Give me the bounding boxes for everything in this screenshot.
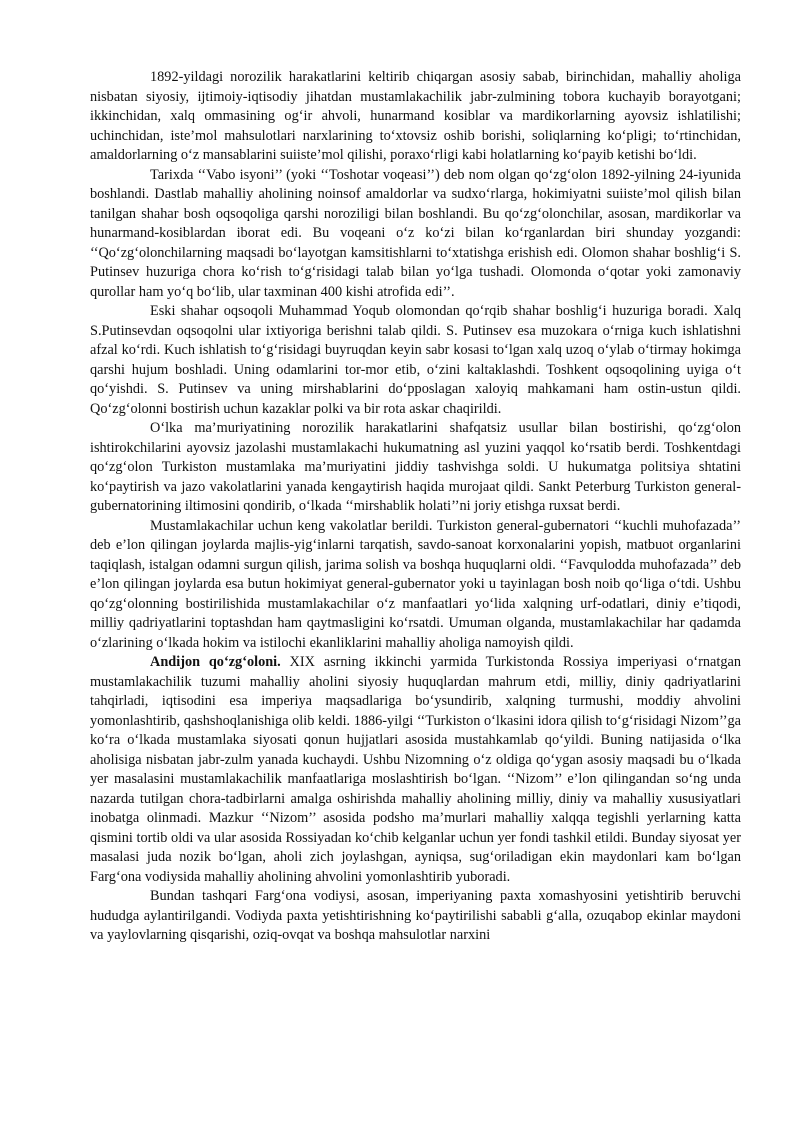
paragraph-text: Eski shahar oqsoqoli Muhammad Yoqub olomondan qo‘rqib shahar boshlig‘i huzuriga boradi. Xalq S.Putinsevdan oqsoqolni ular ixtiyoriga berishni talab qildi. S. Putinsev esa muzokara o‘rniga kuch ishlatishni afzal ko‘rdi. Kuch ishlatish to‘g‘risidagi buyruqdan keyin sabr kosasi to‘lgan xalq uzoq o‘ylab o‘tirmay hokimga qarshi hujum boshladi. Uning odamlarini tor-mor etib, o‘zini kaltaklashdi. Toshkent oqsoqolining uyiga o‘t qo‘yishdi. S. Putinsev va uning mirshablarini do‘pposlagan xaloyiq mahkamani ham ostin-ustun qildi. Qo‘zg‘olonni bostirish uchun kazaklar polki va bir rota askar chaqirildi.: [90, 303, 741, 417]
paragraph-causes-1892: [90, 68, 741, 166]
paragraph-olka-mamuriyati: [90, 419, 741, 517]
paragraph-eski-shahar: [90, 302, 741, 419]
paragraph-text: 1892-yildagi norozilik harakatlarini keltirib chiqargan asosiy sabab, birinchidan, mahalliy aholiga nisbatan siyosiy, ijtimoiy-iqtisodiy jihatdan mustamlakachilik jabr-zulmining tobora kuchayib borayotgani; ikkinchidan, xalq ommasining og‘ir ahvoli, hunarmand kosiblar va mardikorlarning ayovsiz ishlatilishi; uchinchidan, iste’mol mahsulotlari narxlarining to‘xtovsiz oshib borishi, soliqlarning ko‘pligi; to‘rtinchidan, amaldorlarning o‘z mansablarini suiiste’mol qilishi, poraxo‘rligi kabi holatlarning ko‘payib ketishi bo‘ldi.: [90, 69, 741, 163]
paragraph-fargona: [90, 887, 741, 946]
paragraph-vabo-isyoni: [90, 166, 741, 303]
paragraph-andijon: [90, 653, 741, 887]
paragraph-text: Mustamlakachilar uchun keng vakolatlar berildi. Turkiston general-gubernatori ‘‘kuchli muhofazada’’ deb e’lon qilingan joylarda majlis-yig‘inlarni tarqatish, savdo-sanoat korxonalarini yopish, matbuot organlarini taqiqlash, istalgan odamni surgun qilish, jarima solish va boshqa huquqlarni oldi. ‘‘Favqulodda muhofazada’’ deb e’lon qilingan joylarda esa butun hokimiyat general-gubernator yoki u tayinlagan bosh noib qo‘liga o‘tdi. Ushbu qo‘zg‘olonning bostirilishida mustamlakachilar o‘z manfaatlari yo‘lida xalqning urf-odatlari, diniy e’tiqodi, milliy qadriyatlarini toptashdan ham qaytmasligini ko‘rsatdi. Umuman olganda, mustamlakachilar har qadamda o‘zlarining o‘lkada hokim va istilochi ekanliklarini mahalliy aholiga namoyish qildi.: [90, 517, 741, 651]
paragraph-text: Bundan tashqari Farg‘ona vodiysi, asosan, imperiyaning paxta xomashyosini yetishtirib beruvchi hududga aylantirilgandi. Vodiyda paxta yetishtirishning ko‘paytirilishi sababli g‘alla, ozuqabop ekinlar maydoni va yaylovlarning qisqarishi, oziq-ovqat va boshqa mahsulotlar narxini: [90, 888, 741, 943]
document-page: [90, 68, 741, 946]
section-heading-andijon: Andijon qo‘zg‘oloni.: [150, 654, 281, 670]
paragraph-text: O‘lka ma’muriyatining norozilik harakatlarini shafqatsiz usullar bilan bostirishi, qo‘zg‘olon ishtirokchilarini ayovsiz jazolashi mustamlakachi hukumatning asl yuzini yaqqol ko‘rsatib berdi. Toshkentdagi qo‘zg‘olon Turkiston mustamlaka ma’muriyatini jiddiy tashvishga soldi. U hukumatga politsiya shtatini ko‘paytirish va jazo vakolatlarini yanada kengaytirish haqida murojaat qildi. Sankt Peterburg Turkiston general-gubernatorining iltimosini qondirib, o‘lkada ‘‘mirshablik holati’’ni joriy etishga ruxsat berdi.: [90, 420, 741, 514]
paragraph-vakolatlar: [90, 517, 741, 654]
paragraph-text: Tarixda ‘‘Vabo isyoni’’ (yoki ‘‘Toshotar voqeasi’’) deb nom olgan qo‘zg‘olon 1892-yilning 24-iyunida boshlandi. Dastlab mahalliy aholining noinsof amaldorlar va sudxo‘rlarga, hokimiyatni suiiste’mol qilish bilan tanilgan shahar bosh oqsoqoliga qarshi noroziligi bilan boshlandi. Bu qo‘zg‘olonchilar, asosan, mardikorlar va hunarmand-kosiblardan iborat edi. Bu voqeani o‘z ko‘zi bilan ko‘rganlardan biri shunday yozgandi: ‘‘Qo‘zg‘olonchilarning maqsadi bo‘layotgan kamsitishlarni to‘xtatishga erishish edi. Olomon shahar boshlig‘i S. Putinsev huzuriga chora ko‘rish to‘g‘risidagi talab bilan yo‘lga tushadi. Olomonda o‘qotar yoki zamonaviy qurollar ham yo‘q bo‘lib, ular taxminan 400 kishi atrofida edi’’.: [90, 166, 741, 300]
paragraph-text: XIX asrning ikkinchi yarmida Turkistonda Rossiya imperiyasi o‘rnatgan mustamlakachilik tuzumi mahalliy aholini siyosiy huquqlardan mahrum etdi, milliy, diniy qadriyatlarini tahqirladi, iqtisodini esa imperiya maqsadlariga bo‘ysundirib, xalqning turmushi, moddiy ahvolini yomonlashtirib, qashshoqlanishiga olib keldi. 1886-yilgi ‘‘Turkiston o‘lkasini idora qilish to‘g‘risidagi Nizom’’ga ko‘ra o‘lkada mustamlaka siyosati qonun hujjatlari asosida mustahkamlab qo‘yildi. Buning natijasida o‘lka aholisiga nisbatan jabr-zulm yanada kuchaydi. Ushbu Nizomning o‘z oldiga qo‘ygan asosiy maqsadi bu o‘lkada yer masalasini mustamlakachilik manfaatlariga moslashtirish bo‘lgan. ‘‘Nizom’’ e’lon qilingandan so‘ng unda nazarda tutilgan chora-tadbirlarni amalga oshirishda mahalliy aholining milliy, diniy va mahalliy xususiyatlari inobatga olinmadi. Mazkur ‘‘Nizom’’ asosida podsho ma’murlari mahalliy xalqqa tegishli yerlarning katta qismini tortib oldi va ular asosida Rossiyadan ko‘chib kelganlar uchun yer fondi tashkil etildi. Bunday siyosat yer masalasi juda nozik bo‘lgan, aholi zich joylashgan, ayniqsa, sug‘oriladigan ekin maydonlari kam bo‘lgan Farg‘ona vodiysida mahalliy aholining ahvolini yomonlashtirib yuboradi.: [90, 654, 741, 885]
